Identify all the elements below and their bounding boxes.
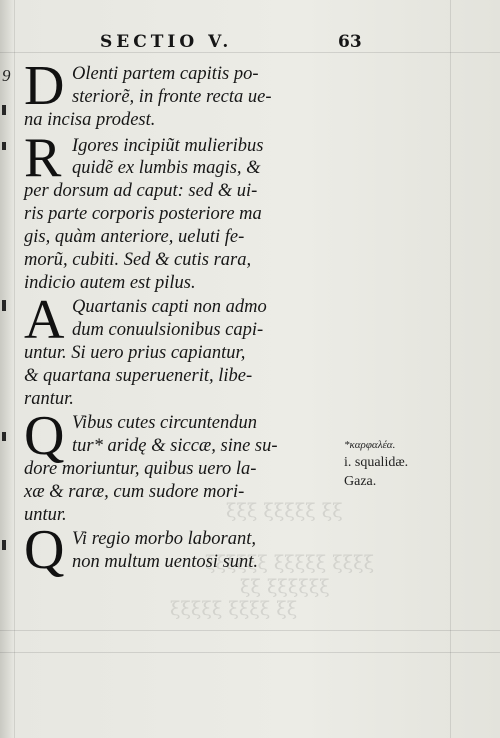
text-line: tur* aridę & siccæ, sine su- (72, 436, 278, 456)
text-line: morũ, cubiti. Sed & cutis rara, (24, 250, 252, 270)
aphorism (24, 127, 346, 293)
text-line: untur. (24, 505, 67, 525)
text-line: Quartanis capti non admo (72, 297, 267, 317)
drop-cap-initial: R (24, 127, 62, 189)
drop-cap-initial: D (24, 55, 65, 117)
text-line: quidẽ ex lumbis magis, & (72, 158, 261, 178)
margin-mark (2, 105, 6, 115)
aphorism (24, 55, 346, 130)
text-line: rantur. (24, 389, 74, 409)
drop-cap-initial: Q (24, 519, 65, 581)
bleed-through-text: ξξξξξ ξξξξ ξξ (170, 598, 298, 620)
margin-mark (2, 300, 6, 311)
bleed-through-text: ξξξ ξξξξξ ξξ (226, 500, 343, 522)
aphorism (24, 289, 346, 409)
margin-note-source: Gaza. (344, 474, 377, 489)
text-line: untur. Si uero prius capiantur, (24, 343, 246, 363)
margin-note-greek (344, 436, 395, 454)
text-line: per dorsum ad caput: sed & ui- (24, 181, 258, 201)
text-line: ris parte corporis posteriore ma (24, 204, 262, 224)
running-header (0, 32, 500, 54)
margin-mark (2, 540, 6, 550)
greek-gloss: *καρφαλέα. (344, 439, 396, 451)
text-line: Olenti partem capitis po- (72, 64, 259, 84)
bleed-through-text: ξξ ξξξξξξ (240, 576, 330, 598)
margin-note-latin: i. squalidæ. (344, 455, 409, 470)
aphorism (24, 405, 346, 525)
scan-ruling-line (0, 630, 500, 631)
text-line: dum conuulsionibus capi- (72, 320, 264, 340)
text-line: indicio autem est pilus. (24, 273, 196, 293)
page-number: 63 (338, 32, 362, 52)
margin-mark (2, 432, 6, 441)
bleed-through-text: ξξξξξξ ξξξξξ ξξξξ (205, 552, 375, 574)
text-line: Vibus cutes circuntendun (72, 413, 257, 433)
margin-mark (2, 142, 6, 150)
scan-gutter-line (14, 0, 15, 738)
drop-cap-initial: Q (24, 405, 65, 467)
aphorism (24, 519, 346, 584)
text-line: Igores incipiũt mulieribus (72, 136, 264, 156)
text-line: non multum uentosi sunt. (72, 552, 259, 572)
scan-ruling-line (450, 0, 451, 738)
text-line: & quartana superuenerit, libe- (24, 366, 253, 386)
scan-ruling-line (0, 652, 500, 653)
text-line: Vi regio morbo laborant, (72, 529, 256, 549)
text-line: xæ & raræ, cum sudore mori- (24, 482, 245, 502)
text-line: gis, quàm anteriore, ueluti fe- (24, 227, 245, 247)
running-title: SECTIO V. (100, 32, 233, 52)
drop-cap-initial: A (24, 289, 65, 351)
section-number: 9 (2, 66, 11, 85)
text-line: na incisa prodest. (24, 110, 156, 130)
text-line: steriorẽ, in fronte recta ue- (72, 87, 272, 107)
text-line: dore moriuntur, quibus uero la- (24, 459, 257, 479)
